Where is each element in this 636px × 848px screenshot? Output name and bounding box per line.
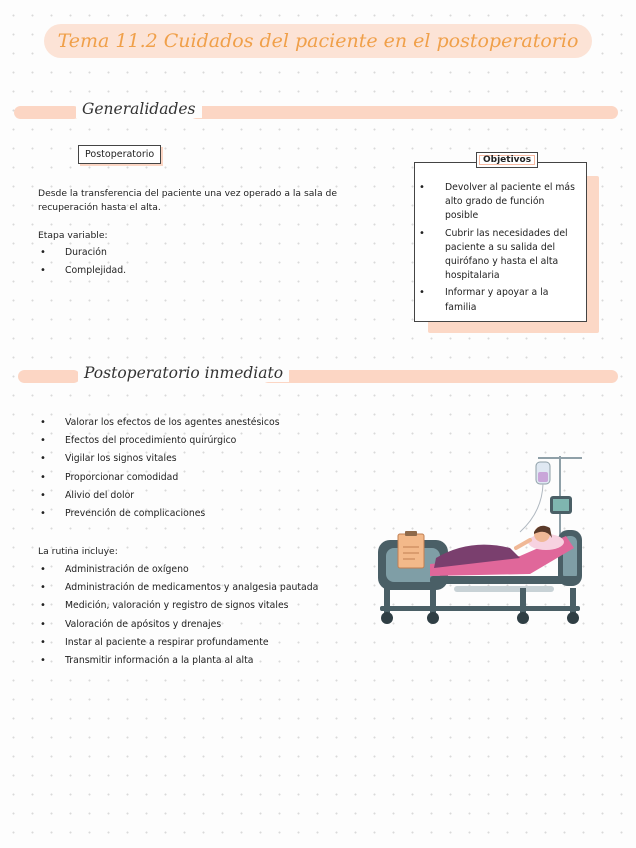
list-item: • Informar y apoyar a la familia	[415, 286, 576, 314]
variable-label: Etapa variable:	[38, 230, 108, 241]
section-heading-postoperatorio-inmediato: Postoperatorio inmediato	[78, 364, 289, 382]
definition-text: Desde la transferencia del paciente una vez operado a la sala de recuperación hasta el alta.	[38, 188, 337, 213]
care-list	[38, 414, 368, 523]
section-bar-left	[14, 106, 80, 119]
list-item: • Vigilar los signos vitales	[38, 450, 368, 468]
hospital-bed-patient-icon	[370, 452, 590, 632]
variable-list	[38, 244, 288, 280]
list-item: • Duración	[38, 244, 288, 262]
section-bar-left	[18, 370, 80, 383]
section-heading-generalidades: Generalidades	[76, 100, 202, 118]
list-item: • Complejidad.	[38, 262, 288, 280]
list-item: • Administración de medicamentos y analgesia pautada	[38, 579, 368, 597]
list-item: • Efectos del procedimiento quirúrgico	[38, 432, 368, 450]
list-item: • Instar al paciente a respirar profundamente	[38, 634, 368, 652]
list-item: • Cubrir las necesidades del paciente a su salida del quirófano y hasta el alta hospitalaria	[415, 227, 576, 284]
list-item: • Proporcionar comodidad	[38, 469, 368, 487]
section-bar-right	[262, 370, 618, 383]
routine-label: La rutina incluye:	[38, 546, 118, 557]
list-item: • Valorar los efectos de los agentes anestésicos	[38, 414, 368, 432]
objectives-list	[415, 181, 586, 315]
list-item: • Prevención de complicaciones	[38, 505, 368, 523]
list-item: • Alivio del dolor	[38, 487, 368, 505]
list-item: • Medición, valoración y registro de signos vitales	[38, 597, 368, 615]
page-title: Tema 11.2 Cuidados del paciente en el postoperatorio	[48, 28, 589, 54]
page-title-wrap	[0, 28, 636, 54]
list-item: • Devolver al paciente el más alto grado de función posible	[415, 181, 576, 224]
postoperatorio-tag: Postoperatorio	[78, 145, 161, 164]
objectives-box	[414, 162, 587, 322]
section-bar-right	[190, 106, 618, 119]
list-item: • Transmitir información a la planta al alta	[38, 652, 368, 670]
list-item: • Valoración de apósitos y drenajes	[38, 616, 368, 634]
routine-list	[38, 561, 368, 670]
list-item: • Administración de oxígeno	[38, 561, 368, 579]
objectives-label: Objetivos	[476, 152, 538, 168]
